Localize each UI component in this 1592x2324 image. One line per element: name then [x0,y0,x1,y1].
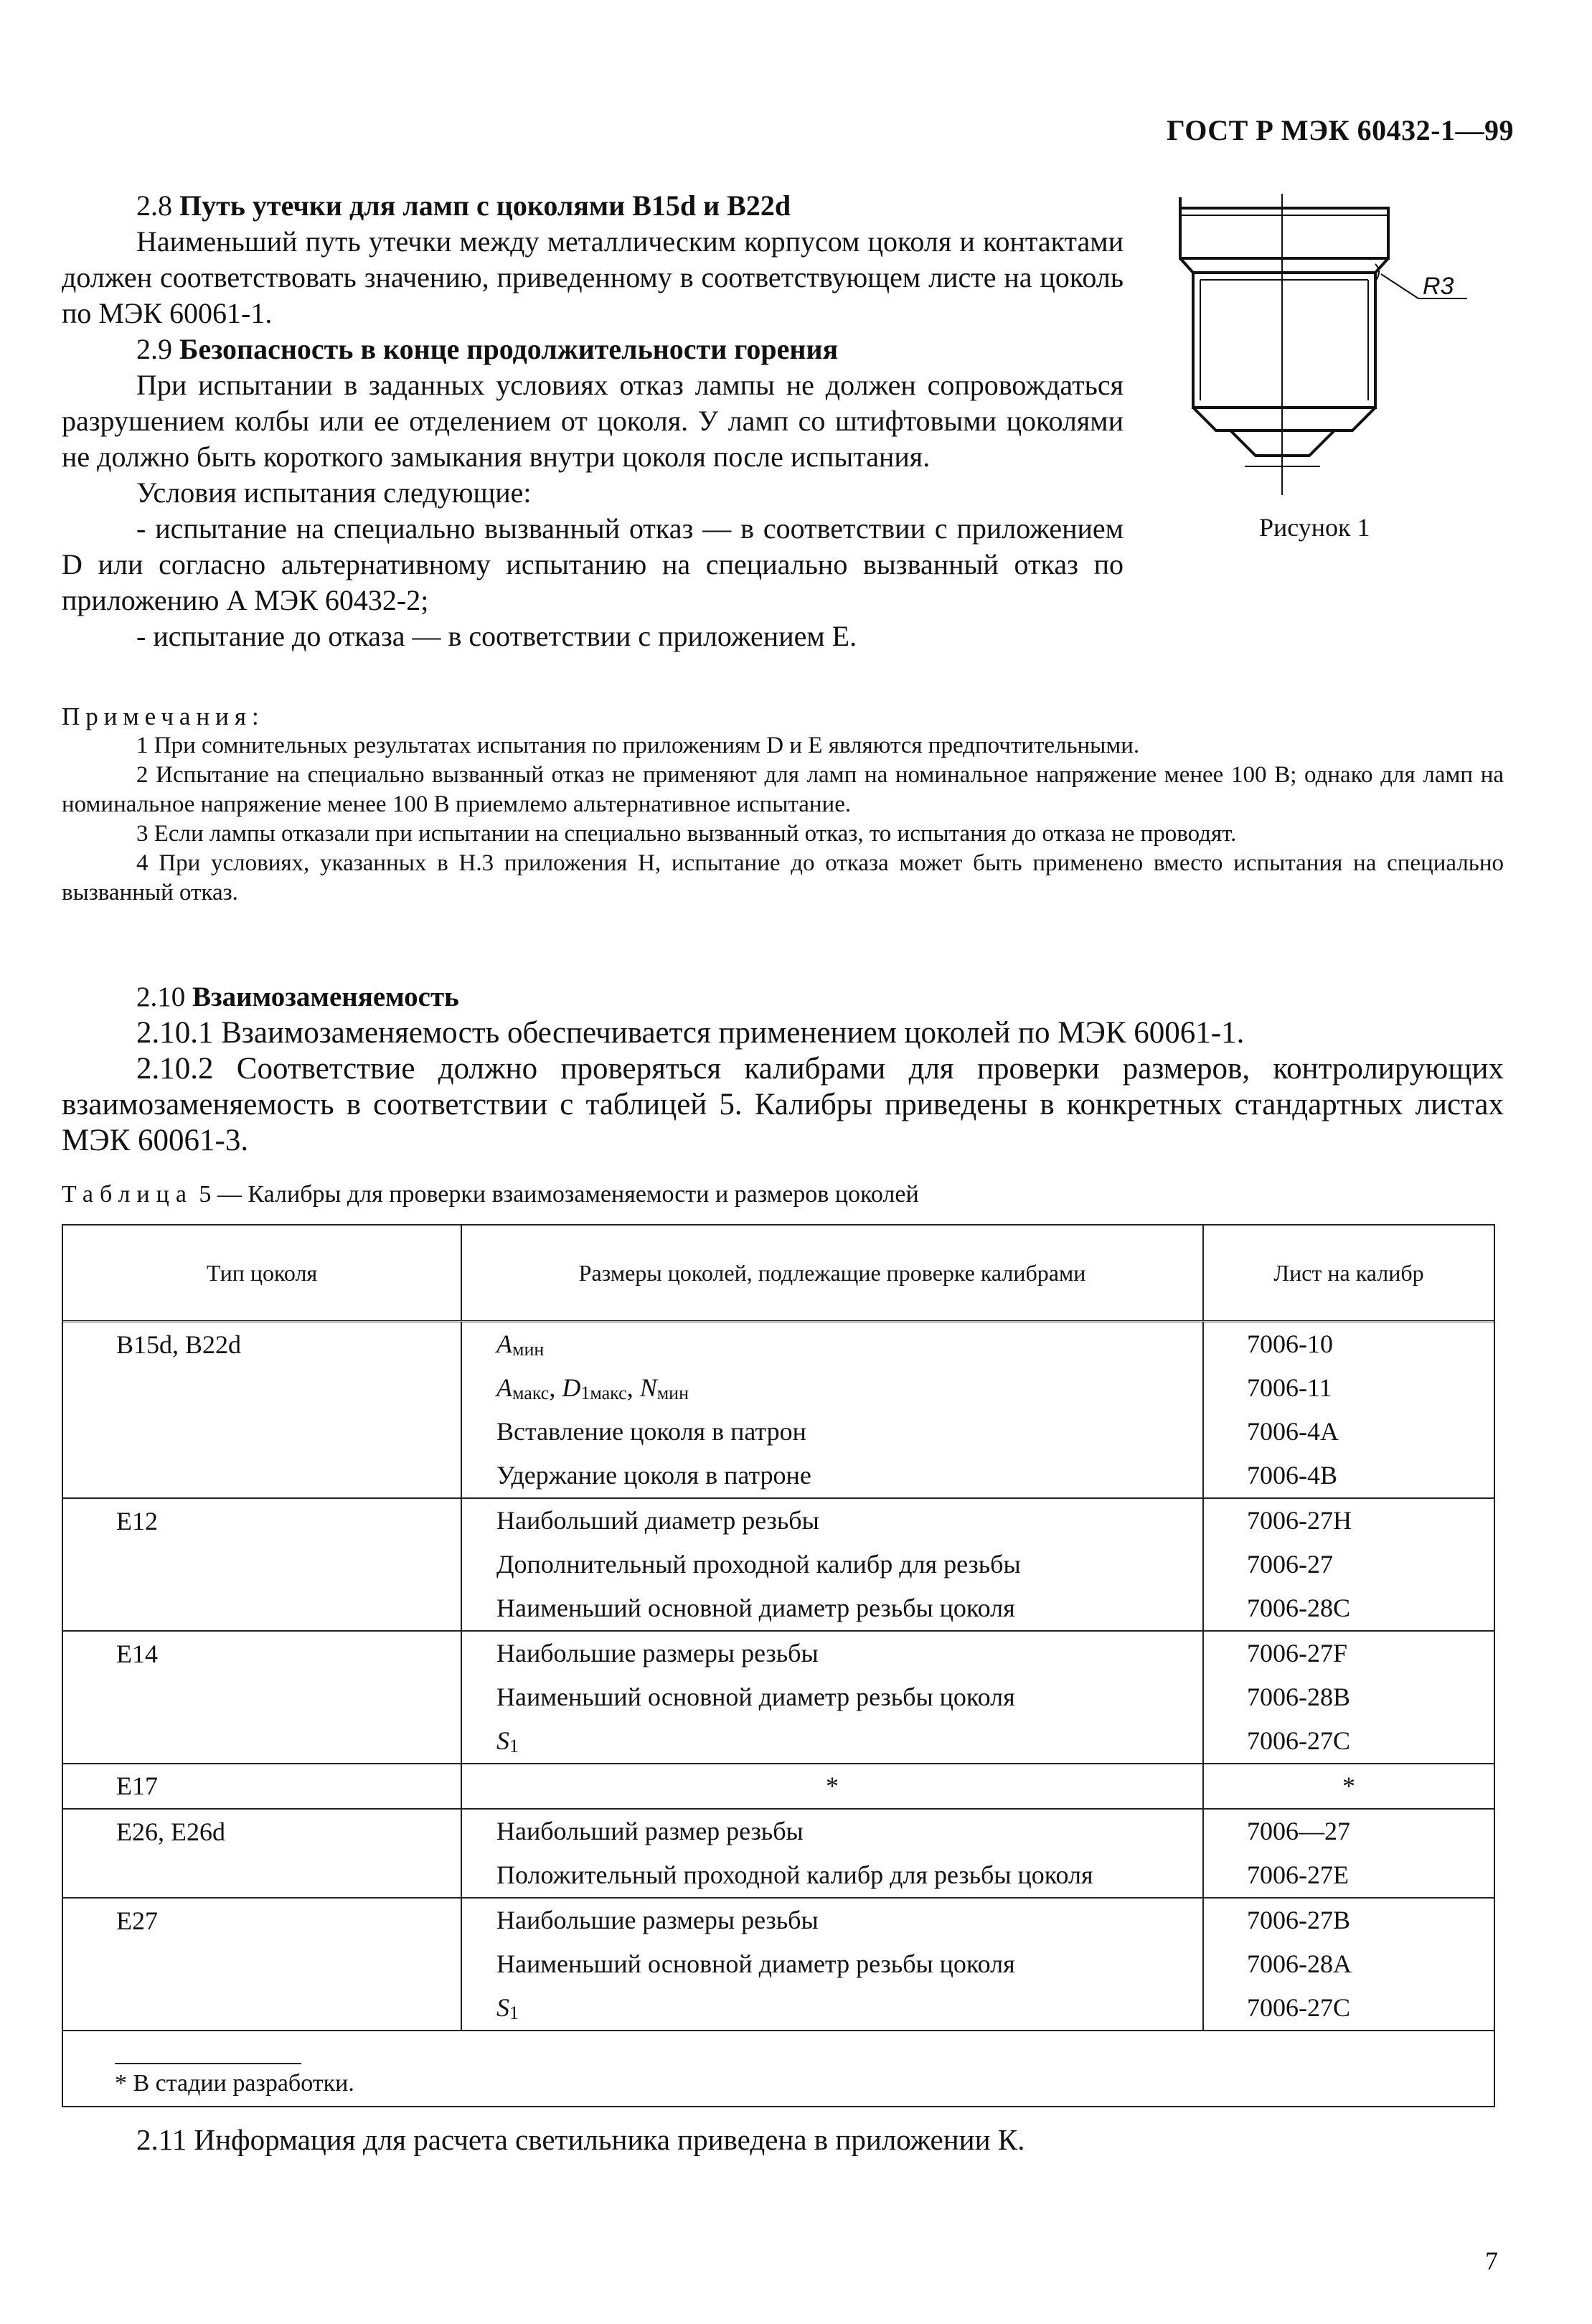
footnote-text: * В стадии разработки. [115,2070,354,2097]
section-2-8-heading [62,188,1124,224]
table-row [63,1498,1494,1631]
table-row [63,1322,1494,1499]
sheet-number: 7006-4А [1247,1417,1339,1446]
dimension-line: Дополнительный проходной калибр для резьбы [496,1550,1021,1579]
sheet-number: 7006-10 [1247,1330,1333,1358]
dimensions-cell [461,1809,1203,1898]
condition-item: - испытание до отказа — в соответствии с приложением Е. [136,620,857,652]
dimension-line: Наибольшие размеры резьбы [496,1906,819,1934]
footnote-rule [115,2063,301,2064]
dimension-line: Наименьший основной диаметр резьбы цоколя [496,1683,1015,1711]
dimension-line: Удержание цоколя в патроне [496,1461,811,1490]
sheet-number: 7006-11 [1247,1373,1332,1402]
section-2-10-1: 2.10.1 Взаимозаменяемость обеспечивается применением цоколей по МЭК 60061-1. [136,1016,1245,1050]
base-type: Е12 [63,1498,461,1631]
dimension-line: Наибольшие размеры резьбы [496,1639,819,1667]
dimensions-cell [461,1631,1203,1764]
separator: , [549,1373,562,1402]
subscript: мин [656,1383,689,1403]
base-type: В15d, В22d [63,1322,461,1499]
section-2-10-2: 2.10.2 Соответствие должно проверяться калибрами для проверки размеров, контролирующих взаимозаменяемость в соответствии с таблицей 5. Калибры приведены в конкретных стандартных листах МЭК 60061-3. [62,1052,1504,1157]
symbol: A [496,1330,512,1358]
figure-caption: Рисунок 1 [1259,513,1370,542]
sheets-cell [1203,1322,1494,1499]
lamp-base-drawing [1137,194,1539,567]
note-item: 3 Если лампы отказали при испытании на специально вызванный отказ, то испытания до отказа не проводят. [136,821,1237,847]
sheet-number: 7006-28В [1247,1683,1350,1711]
dimension-line [462,1986,1202,2030]
subscript: 1 [509,1736,519,1756]
subscript: 1макс [580,1383,627,1403]
subscript: макс [512,1383,550,1403]
dimension-line: Наименьший основной диаметр резьбы цоколя [496,1949,1015,1978]
notes-title: Примечания: [62,702,265,730]
sheets-cell: * [1203,1764,1494,1809]
section-number: 2.10 [136,982,186,1012]
separator: , [626,1373,640,1402]
symbol: D [562,1373,581,1402]
table-row [63,1764,1494,1809]
note-item: 1 При сомнительных результатах испытания по приложениям D и Е являются предпочтительными. [136,733,1140,758]
symbol: S [496,1993,509,2022]
section-2-9-conditions: Условия испытания следующие: [136,476,532,509]
footnote-cell [63,2031,1494,2106]
subscript: 1 [509,2003,519,2023]
dimensions-cell [461,1898,1203,2031]
table-header-row [63,1225,1494,1322]
table-5-caption [62,1181,919,1208]
table-label: Таблица [62,1181,193,1208]
standard-code-header: ГОСТ Р МЭК 60432-1—99 [1167,114,1514,146]
sheets-cell [1203,1898,1494,2031]
sheet-number: 7006-27С [1247,1726,1350,1755]
sheet-number: 7006-27Е [1247,1860,1349,1889]
dimension-line [462,1322,1202,1366]
sheet-number: 7006-27С [1247,1993,1350,2022]
table-footnote-row [63,2031,1494,2106]
condition-item: - испытание на специально вызванный отказ — в соответствии с приложением D или согласно альтернативному испытанию на специально вызванный отказ по приложению А МЭК 60432-2; [62,512,1124,616]
section-2-8-2-9 [62,188,1124,654]
sheet-number: 7006-27В [1247,1906,1350,1934]
column-header: Размеры цоколей, подлежащие проверке калибрами [461,1225,1203,1322]
table-row [63,1898,1494,2031]
sheet-number: 7006-27Н [1247,1506,1352,1535]
dimensions-cell [461,1498,1203,1631]
sheet-number: 7006-4В [1247,1461,1337,1490]
sheet-number: 7006-28А [1247,1949,1352,1978]
sheet-number: 7006-27F [1247,1639,1348,1667]
symbol: S [496,1726,509,1755]
note-item: 4 При условиях, указанных в Н.3 приложения Н, испытание до отказа может быть применено вместо испытания на специально вызванный отказ. [62,850,1504,905]
section-2-9-heading [62,331,1124,367]
column-header: Тип цоколя [63,1225,461,1322]
dimension-line: Наибольший диаметр резьбы [496,1506,819,1535]
sheet-number: 7006—27 [1247,1817,1350,1845]
base-type: Е17 [63,1764,461,1809]
table-5 [62,1224,1495,2107]
table-row [63,1809,1494,1898]
dimension-line [462,1366,1202,1410]
sheets-cell [1203,1809,1494,1898]
dimension-line: Наименьший основной диаметр резьбы цоколя [496,1594,1015,1622]
dimension-line: Наибольший размер резьбы [496,1817,804,1845]
figure-1-base-drawing [1137,194,1539,567]
section-2-8-text: Наименьший путь утечки между металлическим корпусом цоколя и контактами должен соответствовать значению, приведенному в соответствующем листе на цоколь по МЭК 60061-1. [62,225,1124,329]
dimension-line [462,1719,1202,1763]
section-title: Взаимозаменяемость [192,982,459,1012]
section-2-11: 2.11 Информация для расчета светильника приведена в приложении К. [136,2123,1025,2156]
sheets-cell [1203,1498,1494,1631]
radius-label: R3 [1423,273,1454,300]
symbol: N [639,1373,657,1402]
table-title: 5 — Калибры для проверки взаимозаменяемости и размеров цоколей [199,1181,919,1208]
symbol: A [496,1373,512,1402]
column-header: Лист на калибр [1203,1225,1494,1322]
sheets-cell [1203,1631,1494,1764]
dimension-line: Положительный проходной калибр для резьбы цоколя [496,1860,1093,1889]
notes-block [62,702,1504,908]
section-title: Путь утечки для ламп с цоколями В15d и В22d [179,189,791,222]
page-number: 7 [1485,2247,1498,2275]
dimension-line: Вставление цоколя в патрон [496,1417,806,1446]
note-item: 2 Испытание на специально вызванный отказ не применяют для ламп на номинальное напряжение менее 100 В; однако для ламп на номинальное напряжение менее 100 В приемлемо альтернативное испытание. [62,762,1504,817]
section-2-10 [62,979,1504,1159]
sheet-number: 7006-28С [1247,1594,1350,1622]
base-type: Е14 [63,1631,461,1764]
section-2-10-heading [62,979,1504,1015]
section-2-9-paragraph: При испытании в заданных условиях отказ лампы не должен сопровождаться разрушением колбы или ее отделением от цоколя. У ламп со штифтовыми цоколями не должно быть короткого замыкания внутри цоколя после испытания. [62,369,1124,473]
section-number: 2.8 [136,189,172,222]
section-title: Безопасность в конце продолжительности горения [179,333,839,365]
table-row [63,1631,1494,1764]
section-number: 2.9 [136,333,172,365]
dimensions-cell [461,1322,1203,1499]
base-type: Е26, Е26d [63,1809,461,1898]
base-type: Е27 [63,1898,461,2031]
subscript: мин [512,1339,545,1360]
dimensions-cell: * [461,1764,1203,1809]
sheet-number: 7006-27 [1247,1550,1333,1579]
